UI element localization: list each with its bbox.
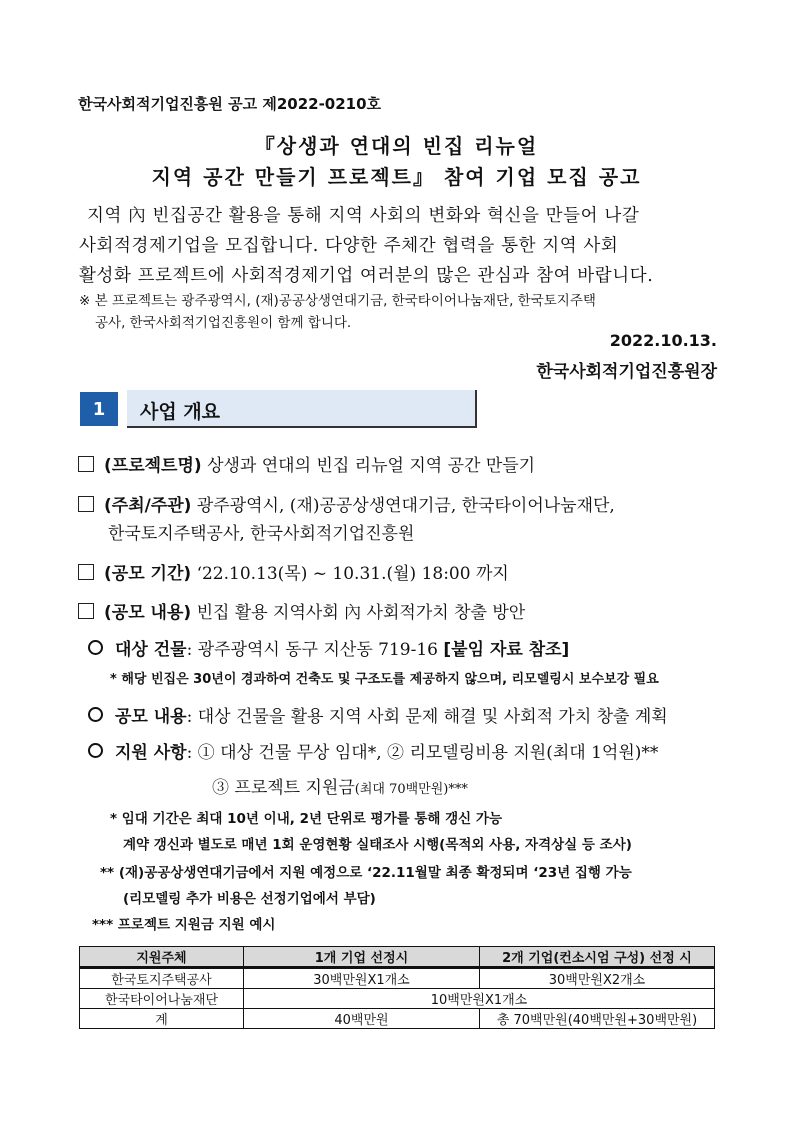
sub-contest — [88, 702, 668, 727]
item-label: (공모 기간) — [104, 564, 192, 584]
table-cell: 계 — [80, 1009, 244, 1029]
intro-line: 사회적경제기업을 모집합니다. 다양한 주체간 협력을 통한 지역 사회 — [79, 236, 619, 256]
checkbox-icon — [78, 564, 94, 580]
footnote-1b: 계약 갱신과 별도로 매년 1회 운영현황 실태조사 시행(목적외 사용, 자격상실 등 조사) — [123, 837, 632, 853]
building-note: * 해당 빈집은 30년이 경과하여 건축도 및 구조도를 제공하지 않으며, 리모델링시 보수보강 필요 — [110, 672, 659, 687]
table-row — [80, 989, 715, 1009]
funding-table — [79, 946, 715, 1029]
notice-date: 2022.10.13. — [609, 331, 717, 350]
table-cell: 한국타이어나눔재단 — [80, 989, 244, 1009]
sub-label: 대상 건물 — [115, 640, 187, 660]
footnote-2a: ** (재)공공상생연대기금에서 지원 예정으로 ‘22.11월말 최종 확정되며 ‘23년 집행 가능 — [100, 865, 632, 881]
table-row — [80, 1009, 715, 1029]
circle-bullet-icon — [88, 640, 103, 655]
sub-building — [88, 635, 569, 660]
table-header: 지원주체 — [80, 947, 244, 968]
notice-number: 한국사회적기업진흥원 공고 제2022-0210호 — [78, 95, 382, 113]
intro-paragraph — [79, 201, 719, 291]
support-item-3-amount: (최대 70백만원)*** — [354, 782, 468, 797]
table-header-row — [80, 947, 715, 968]
item-value: 빈집 활용 지역사회 內 사회적가치 창출 방안 — [196, 603, 526, 623]
table-row — [80, 968, 715, 989]
section-number: 1 — [80, 392, 118, 426]
item-value: 광주광역시, (재)공공상생연대기금, 한국타이어나눔재단, — [196, 496, 615, 516]
table-cell: 총 70백만원(40백만원+30백만원) — [480, 1009, 715, 1029]
item-label: (프로젝트명) — [104, 456, 202, 476]
table-cell: 30백만원X1개소 — [244, 968, 480, 989]
footnote-3: *** 프로젝트 지원금 지원 예시 — [92, 917, 276, 933]
item-host-cont: 한국토지주택공사, 한국사회적기업진흥원 — [108, 524, 415, 544]
sub-value: : 광주광역시 동구 지산동 719-16 — [186, 640, 438, 660]
checkbox-icon — [78, 603, 94, 619]
support-item-3: ③ 프로젝트 지원금 — [212, 778, 355, 798]
section-title: 사업 개요 — [140, 401, 221, 423]
item-host — [78, 491, 615, 516]
footnote-2b: (리모델링 추가 비용은 선정기업에서 부담) — [123, 891, 376, 907]
table-cell: 10백만원X1개소 — [244, 989, 715, 1009]
item-label: (공모 내용) — [104, 603, 192, 623]
title-line-1: 『상생과 연대의 빈집 리뉴얼 — [254, 134, 539, 158]
table-header: 2개 기업(컨소시엄 구성) 선정 시 — [480, 947, 715, 968]
table-cell: 한국토지주택공사 — [80, 968, 244, 989]
item-contest-content — [78, 598, 525, 623]
item-label: (주최/주관) — [104, 496, 192, 516]
checkbox-icon — [78, 456, 94, 472]
attachment-ref: [붙임 자료 참조] — [443, 640, 570, 660]
item-value: 상생과 연대의 빈집 리뉴얼 지역 공간 만들기 — [207, 456, 536, 476]
circle-bullet-icon — [88, 707, 103, 722]
title-line-2: 지역 공간 만들기 프로젝트』 참여 기업 모집 공고 — [151, 165, 642, 189]
intro-line: 지역 內 빈집공간 활용을 통해 지역 사회의 변화와 혁신을 만들어 나갈 — [87, 206, 640, 226]
partner-note — [79, 290, 719, 334]
sub-label: 공모 내용 — [115, 707, 187, 727]
intro-line: 활성화 프로젝트에 사회적경제기업 여러분의 많은 관심과 참여 바랍니다. — [79, 266, 654, 286]
sub-support — [88, 738, 658, 763]
item-project-name — [78, 451, 535, 476]
sub-value: : 대상 건물을 활용 지역 사회 문제 해결 및 사회적 가치 창출 계획 — [186, 707, 668, 727]
item-value: ‘22.10.13(목) ~ 10.31.(월) 18:00 까지 — [196, 564, 509, 584]
table-cell: 30백만원X2개소 — [480, 968, 715, 989]
issuer-name: 한국사회적기업진흥원장 — [536, 362, 717, 382]
circle-bullet-icon — [88, 743, 103, 758]
checkbox-icon — [78, 496, 94, 512]
table-cell: 40백만원 — [244, 1009, 480, 1029]
sub-support-cont — [212, 773, 468, 798]
sub-label: 지원 사항 — [115, 743, 187, 763]
item-period — [78, 559, 509, 584]
sub-value: : ① 대상 건물 무상 임대*, ② 리모델링비용 지원(최대 1억원)** — [186, 743, 659, 763]
note-line: 공사, 한국사회적기업진흥원이 함께 합니다. — [95, 315, 352, 331]
table-header: 1개 기업 선정시 — [244, 947, 480, 968]
footnote-1a: * 임대 기간은 최대 10년 이내, 2년 단위로 평가를 통해 갱신 가능 — [110, 811, 503, 827]
note-line: ※ 본 프로젝트는 광주광역시, (재)공공상생연대기금, 한국타이어나눔재단, 한국토지주택 — [79, 293, 596, 309]
